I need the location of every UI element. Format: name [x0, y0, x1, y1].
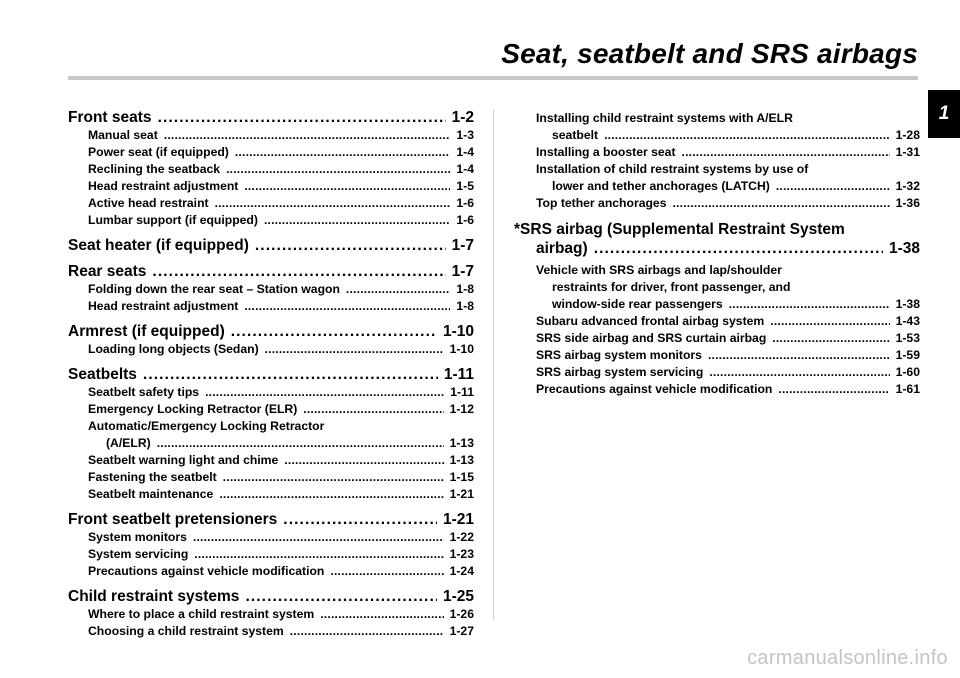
toc-entry-title: Seatbelt warning light and chime [88, 453, 279, 467]
toc-entry-title: Rear seats [68, 263, 147, 280]
toc-entry-title: Manual seat [88, 128, 158, 142]
toc-page-number: 1-31 [895, 145, 920, 159]
toc-entry-title: Seat heater (if equipped) [68, 237, 249, 254]
toc-leader-dots [303, 401, 443, 418]
toc-entry-title: Installing child restraint systems with A/ELR [536, 111, 793, 125]
toc-page-number: 1-43 [895, 314, 920, 328]
toc-entry-title: Emergency Locking Retractor (ELR) [88, 402, 298, 416]
column-divider [493, 110, 494, 620]
toc-leader-dots [709, 364, 889, 381]
toc-leader-dots [346, 281, 450, 298]
toc-subentry[interactable] [68, 563, 474, 580]
toc-entry-title: airbag) [536, 240, 588, 257]
toc-entry-title: SRS side airbag and SRS curtain airbag [536, 331, 767, 345]
toc-page-number: 1-2 [451, 109, 474, 126]
toc-entry-title: Front seatbelt pretensioners [68, 511, 278, 528]
toc-subentry[interactable] [514, 364, 920, 381]
header-rule [68, 76, 918, 80]
toc-page-number: 1-59 [895, 348, 920, 362]
toc-leader-dots [215, 195, 451, 212]
toc-subentry[interactable] [68, 469, 474, 486]
toc-leader-dots [143, 365, 438, 384]
toc-leader-dots [264, 212, 450, 229]
toc-entry-title: window-side rear passengers [552, 297, 723, 311]
toc-page-number: 1-7 [451, 237, 474, 254]
toc-entry-title: System monitors [88, 530, 187, 544]
toc-entry-title: Loading long objects (Sedan) [88, 342, 259, 356]
toc-section-entry[interactable] [514, 220, 920, 239]
toc-page-number: 1-7 [451, 263, 474, 280]
toc-entry-title: Head restraint adjustment [88, 179, 239, 193]
toc-leader-dots [193, 529, 444, 546]
toc-page-number: 1-61 [895, 382, 920, 396]
toc-entry-title: Installation of child restraint systems by use of [536, 162, 809, 176]
toc-page-number: 1-8 [456, 299, 474, 313]
toc-page-number: 1-36 [895, 196, 920, 210]
toc-subentry[interactable] [68, 144, 474, 161]
toc-subentry[interactable] [514, 381, 920, 398]
toc-entry-title: Precautions against vehicle modification [88, 564, 325, 578]
toc-section-entry[interactable] [68, 322, 474, 341]
toc-subentry[interactable] [514, 161, 920, 178]
toc-subentry-continued[interactable] [514, 178, 920, 195]
toc-leader-dots [219, 486, 443, 503]
toc-entry-title: lower and tether anchorages (LATCH) [552, 179, 770, 193]
page-title: Seat, seatbelt and SRS airbags [501, 38, 918, 69]
toc-entry-title: Fastening the seatbelt [88, 470, 217, 484]
toc-subentry[interactable] [68, 486, 474, 503]
toc-page-number: 1-13 [449, 453, 474, 467]
toc-page-number: 1-10 [442, 323, 474, 340]
toc-leader-dots [682, 144, 890, 161]
toc-leader-dots [194, 546, 443, 563]
chapter-tab: 1 [928, 90, 960, 138]
toc-subentry[interactable] [68, 195, 474, 212]
toc-page-number: 1-5 [456, 179, 474, 193]
toc-leader-dots [226, 161, 450, 178]
toc-section-entry[interactable] [68, 108, 474, 127]
toc-subentry[interactable] [68, 281, 474, 298]
toc-entry-title: Child restraint systems [68, 588, 240, 605]
toc-subentry[interactable] [68, 606, 474, 623]
toc-entry-title: Installing a booster seat [536, 145, 676, 159]
toc-entry-title: System servicing [88, 547, 189, 561]
toc-page-number: 1-26 [449, 607, 474, 621]
toc-leader-dots [245, 587, 437, 606]
toc-subentry-continued[interactable] [514, 279, 920, 296]
toc-leader-dots [594, 239, 883, 258]
toc-subentry[interactable] [68, 298, 474, 315]
toc-subentry[interactable] [514, 195, 920, 212]
toc-entry-title: Front seats [68, 109, 152, 126]
toc-subentry[interactable] [68, 178, 474, 195]
toc-right-column [514, 110, 920, 398]
toc-subentry[interactable] [68, 127, 474, 144]
toc-entry-title: Automatic/Emergency Locking Retractor [88, 419, 325, 433]
toc-page-number: 1-3 [456, 128, 474, 142]
toc-leader-dots [290, 623, 444, 640]
toc-section-entry[interactable] [68, 510, 474, 529]
toc-page-number: 1-32 [895, 179, 920, 193]
toc-leader-dots [244, 298, 450, 315]
toc-leader-dots [776, 178, 890, 195]
toc-subentry[interactable] [514, 110, 920, 127]
toc-leader-dots [265, 341, 444, 358]
toc-subentry[interactable] [68, 452, 474, 469]
toc-page-number: 1-4 [456, 162, 474, 176]
toc-subentry[interactable] [514, 313, 920, 330]
toc-subentry[interactable] [68, 529, 474, 546]
toc-subentry-continued[interactable] [68, 435, 474, 452]
toc-subentry[interactable] [68, 161, 474, 178]
toc-page-number: 1-22 [449, 530, 474, 544]
toc-entry-title: Seatbelt maintenance [88, 487, 214, 501]
toc-entry-title: SRS airbag system servicing [536, 365, 704, 379]
toc-entry-title: Where to place a child restraint system [88, 607, 315, 621]
toc-leader-dots [729, 296, 890, 313]
toc-section-entry[interactable] [68, 365, 474, 384]
toc-leader-dots [320, 606, 443, 623]
toc-page-number: 1-53 [895, 331, 920, 345]
toc-subentry[interactable] [514, 262, 920, 279]
toc-page-number: 1-15 [449, 470, 474, 484]
toc-page-number: 1-6 [456, 196, 474, 210]
toc-leader-dots [672, 195, 889, 212]
toc-leader-dots [708, 347, 890, 364]
toc-entry-title: Top tether anchorages [536, 196, 667, 210]
toc-section-entry[interactable] [68, 236, 474, 255]
toc-entry-title: Power seat (if equipped) [88, 145, 229, 159]
toc-entry-title: Seatbelts [68, 366, 137, 383]
toc-entry-title: Choosing a child restraint system [88, 624, 284, 638]
toc-subentry[interactable] [68, 401, 474, 418]
toc-section-entry[interactable] [68, 587, 474, 606]
toc-entry-title: seatbelt [552, 128, 599, 142]
toc-entry-title: Active head restraint [88, 196, 209, 210]
toc-page-number: 1-8 [456, 282, 474, 296]
toc-entry-title: (A/ELR) [106, 436, 151, 450]
toc-entry-title: *SRS airbag (Supplemental Restraint System [514, 221, 845, 238]
toc-subentry[interactable] [68, 341, 474, 358]
toc-leader-dots [244, 178, 450, 195]
toc-entry-title: Armrest (if equipped) [68, 323, 225, 340]
toc-entry-title: SRS airbag system monitors [536, 348, 702, 362]
toc-subentry[interactable] [514, 144, 920, 161]
toc-page-number: 1-21 [442, 511, 474, 528]
toc-page-number: 1-38 [888, 240, 920, 257]
toc-page-number: 1-10 [449, 342, 474, 356]
toc-page-number: 1-11 [450, 385, 474, 399]
toc-leader-dots [283, 510, 437, 529]
toc-entry-title: Folding down the rear seat – Station wagon [88, 282, 340, 296]
toc-leader-dots [158, 108, 446, 127]
toc-section-entry[interactable] [68, 262, 474, 281]
toc-leader-dots [231, 322, 437, 341]
toc-leader-dots [330, 563, 443, 580]
toc-entry-title: Reclining the seatback [88, 162, 221, 176]
toc-left-column [68, 108, 474, 640]
toc-leader-dots [778, 381, 889, 398]
toc-page-number: 1-6 [456, 213, 474, 227]
toc-leader-dots [157, 435, 444, 452]
toc-subentry[interactable] [68, 546, 474, 563]
watermark: carmanualsonline.info [747, 647, 948, 669]
toc-leader-dots [235, 144, 451, 161]
toc-subentry[interactable] [68, 418, 474, 435]
toc-leader-dots [284, 452, 443, 469]
toc-subentry-continued[interactable] [514, 127, 920, 144]
toc-page-number: 1-25 [442, 588, 474, 605]
toc-leader-dots [205, 384, 444, 401]
toc-subentry[interactable] [68, 384, 474, 401]
toc-leader-dots [255, 236, 446, 255]
toc-entry-title: Seatbelt safety tips [88, 385, 200, 399]
toc-leader-dots [604, 127, 890, 144]
toc-entry-title: Lumbar support (if equipped) [88, 213, 258, 227]
toc-subentry[interactable] [514, 330, 920, 347]
toc-page-number: 1-24 [449, 564, 474, 578]
toc-entry-title: Precautions against vehicle modification [536, 382, 773, 396]
toc-page-number: 1-11 [443, 366, 474, 383]
toc-leader-dots [223, 469, 444, 486]
toc-entry-title: restraints for driver, front passenger, and [552, 280, 791, 294]
toc-page-number: 1-13 [449, 436, 474, 450]
toc-page-number: 1-4 [456, 145, 474, 159]
toc-subentry-continued[interactable] [514, 296, 920, 313]
toc-leader-dots [770, 313, 889, 330]
toc-subentry[interactable] [514, 347, 920, 364]
toc-entry-title: Subaru advanced frontal airbag system [536, 314, 765, 328]
toc-page-number: 1-60 [895, 365, 920, 379]
toc-leader-dots [164, 127, 451, 144]
toc-page-number: 1-23 [449, 547, 474, 561]
toc-page-number: 1-38 [895, 297, 920, 311]
toc-page-number: 1-27 [449, 624, 474, 638]
toc-page-number: 1-28 [895, 128, 920, 142]
toc-entry-title: Head restraint adjustment [88, 299, 239, 313]
toc-leader-dots [152, 262, 445, 281]
toc-leader-dots [772, 330, 889, 347]
toc-page-number: 1-21 [449, 487, 474, 501]
toc-section-entry-continued[interactable] [514, 239, 920, 258]
toc-page-number: 1-12 [449, 402, 474, 416]
toc-subentry[interactable] [68, 212, 474, 229]
toc-subentry[interactable] [68, 623, 474, 640]
toc-entry-title: Vehicle with SRS airbags and lap/shoulder [536, 263, 782, 277]
